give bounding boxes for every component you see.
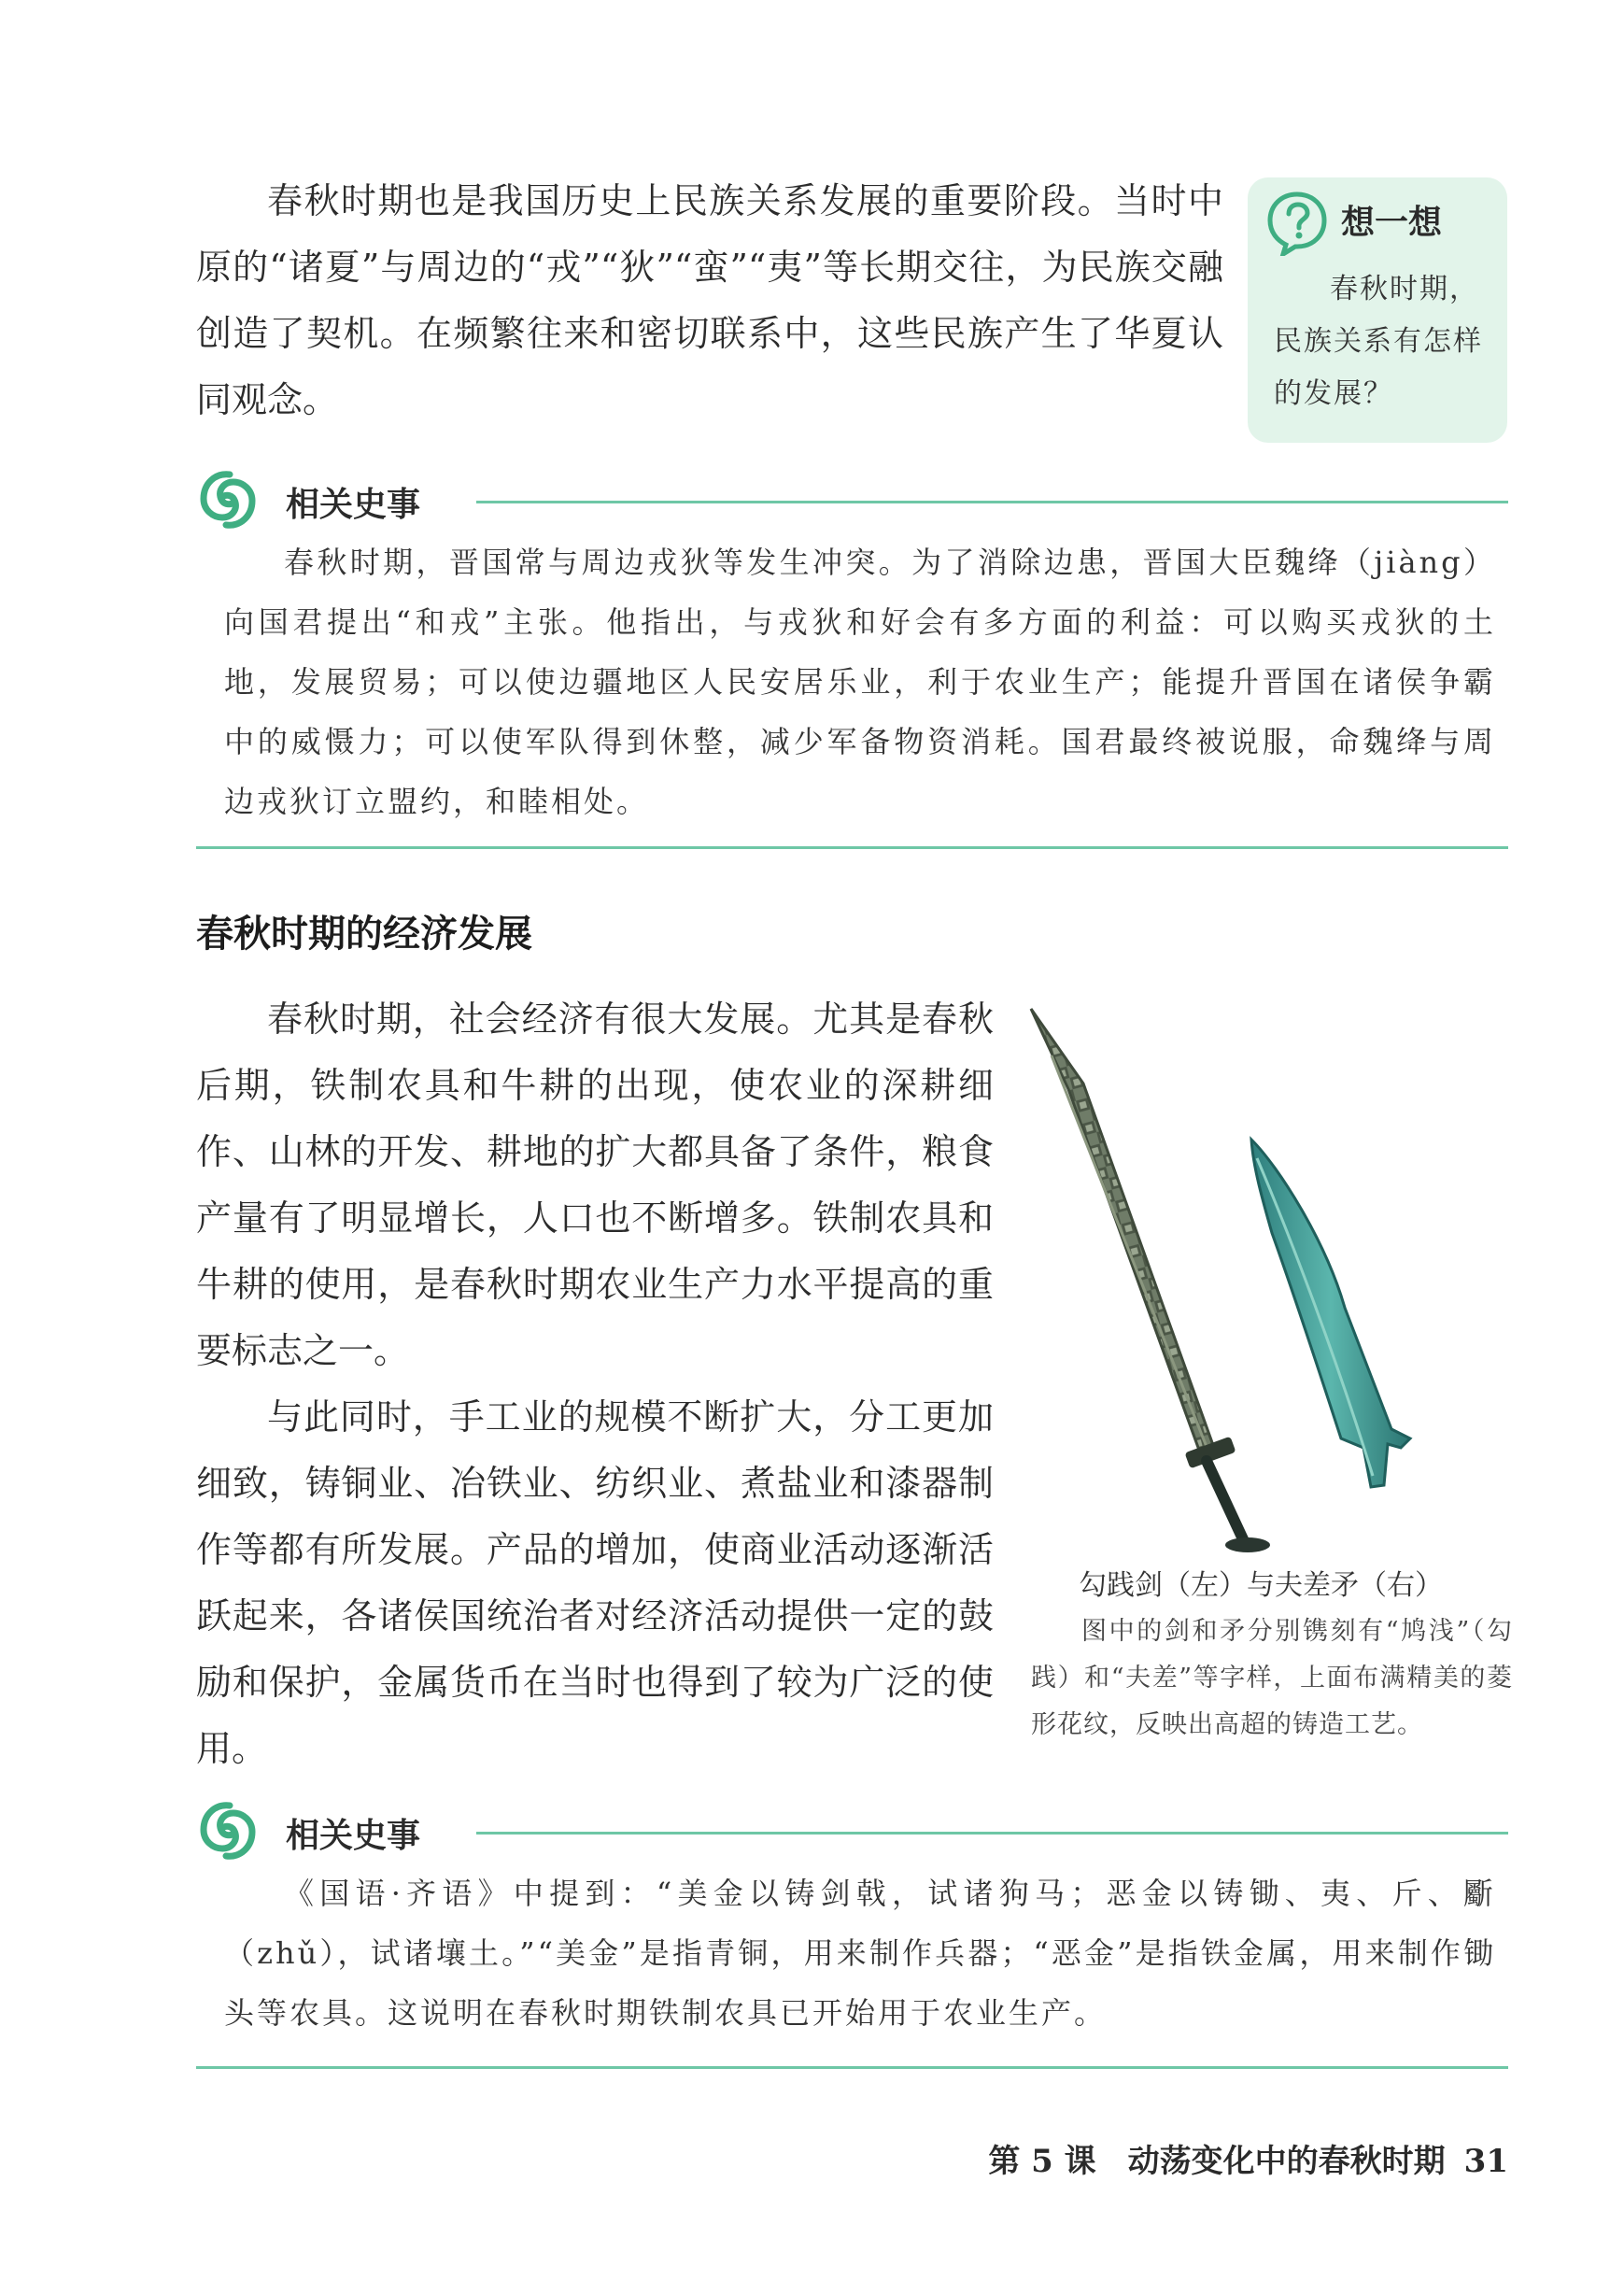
- sword-shape: [1031, 1009, 1270, 1552]
- think-question: 春秋时期，民族关系有怎样的发展？: [1274, 273, 1483, 410]
- related-history-header: [196, 1798, 1508, 1863]
- economy-text: [196, 986, 994, 1782]
- think-title: 想一想: [1341, 204, 1443, 242]
- intro-paragraph: 春秋时期也是我国历史上民族关系发展的重要阶段。当时中原的“诸夏”与周边的“戎”“狄”“蛮”“夷”等长期交往，为民族交融创造了契机。在频繁往来和密切联系中，这些民族产生了华夏认同观念。: [196, 180, 1223, 420]
- related-history-text: 春秋时期，晋国常与周边戎狄等发生冲突。为了消除边患，晋国大臣魏绛（jiàng）向国君提出“和戎”主张。他指出，与戎狄和好会有多方面的利益：可以购买戎狄的土地，发展贸易；可以使边疆地区人民安居乐业，利于农业生产；能提升晋国在诸侯争霸中的威慑力；可以使军队得到休整，减少军备物资消耗。国君最终被说服，命魏绛与周边戎狄订立盟约，和睦相处。: [224, 545, 1496, 819]
- figure-caption-text: 图中的剑和矛分别镌刻有“鸠浅”（勾践）和“夫差”等字样，上面布满精美的菱形花纹，反映出高超的铸造工艺。: [1031, 1617, 1513, 1739]
- think-box: [1248, 177, 1507, 443]
- page-number: 31: [1463, 2143, 1508, 2180]
- related-history-text: 《国语·齐语》中提到：“美金以铸剑戟，试诸狗马；恶金以铸锄、夷、斤、斸（zhǔ），试诸壤土。”“美金”是指青铜，用来制作兵器；“恶金”是指铁金属，用来制作锄头等农具。这说明在春秋时期铁制农具已开始用于农业生产。: [224, 1876, 1496, 2031]
- section-divider: [476, 501, 1508, 503]
- section-heading: 春秋时期的经济发展: [196, 913, 532, 956]
- section-rule: [196, 2066, 1508, 2069]
- section-rule: [196, 846, 1508, 849]
- related-history-title: 相关史事: [286, 1817, 421, 1855]
- lesson-title: 第 5 课 动荡变化中的春秋时期: [988, 2143, 1446, 2180]
- section-divider: [476, 1832, 1508, 1835]
- related-history-title: 相关史事: [286, 486, 421, 524]
- page-footer: [969, 2135, 1508, 2181]
- swirl-icon: [196, 467, 260, 532]
- spear-shape: [1251, 1140, 1410, 1487]
- question-bubble-icon: [1266, 191, 1328, 256]
- goujian-sword-fuchai-spear-image: [1018, 999, 1504, 1560]
- related-history-header: [196, 467, 1508, 532]
- figure-caption-title: 勾践剑（左）与夫差矛（右）: [1079, 1569, 1443, 1602]
- economy-paragraph-2: 与此同时，手工业的规模不断扩大，分工更加细致，铸铜业、冶铁业、纺织业、煮盐业和漆器制作等都有所发展。产品的增加，使商业活动逐渐活跃起来，各诸侯国统治者对经济活动提供一定的鼓励和保护，金属货币在当时也得到了较为广泛的使用。: [196, 1396, 994, 1769]
- economy-paragraph-1: 春秋时期，社会经济有很大发展。尤其是春秋后期，铁制农具和牛耕的出现，使农业的深耕细作、山林的开发、耕地的扩大都具备了条件，粮食产量有了明显增长，人口也不断增多。铁制农具和牛耕的使用，是春秋时期农业生产力水平提高的重要标志之一。: [196, 999, 994, 1371]
- swirl-icon: [196, 1798, 260, 1863]
